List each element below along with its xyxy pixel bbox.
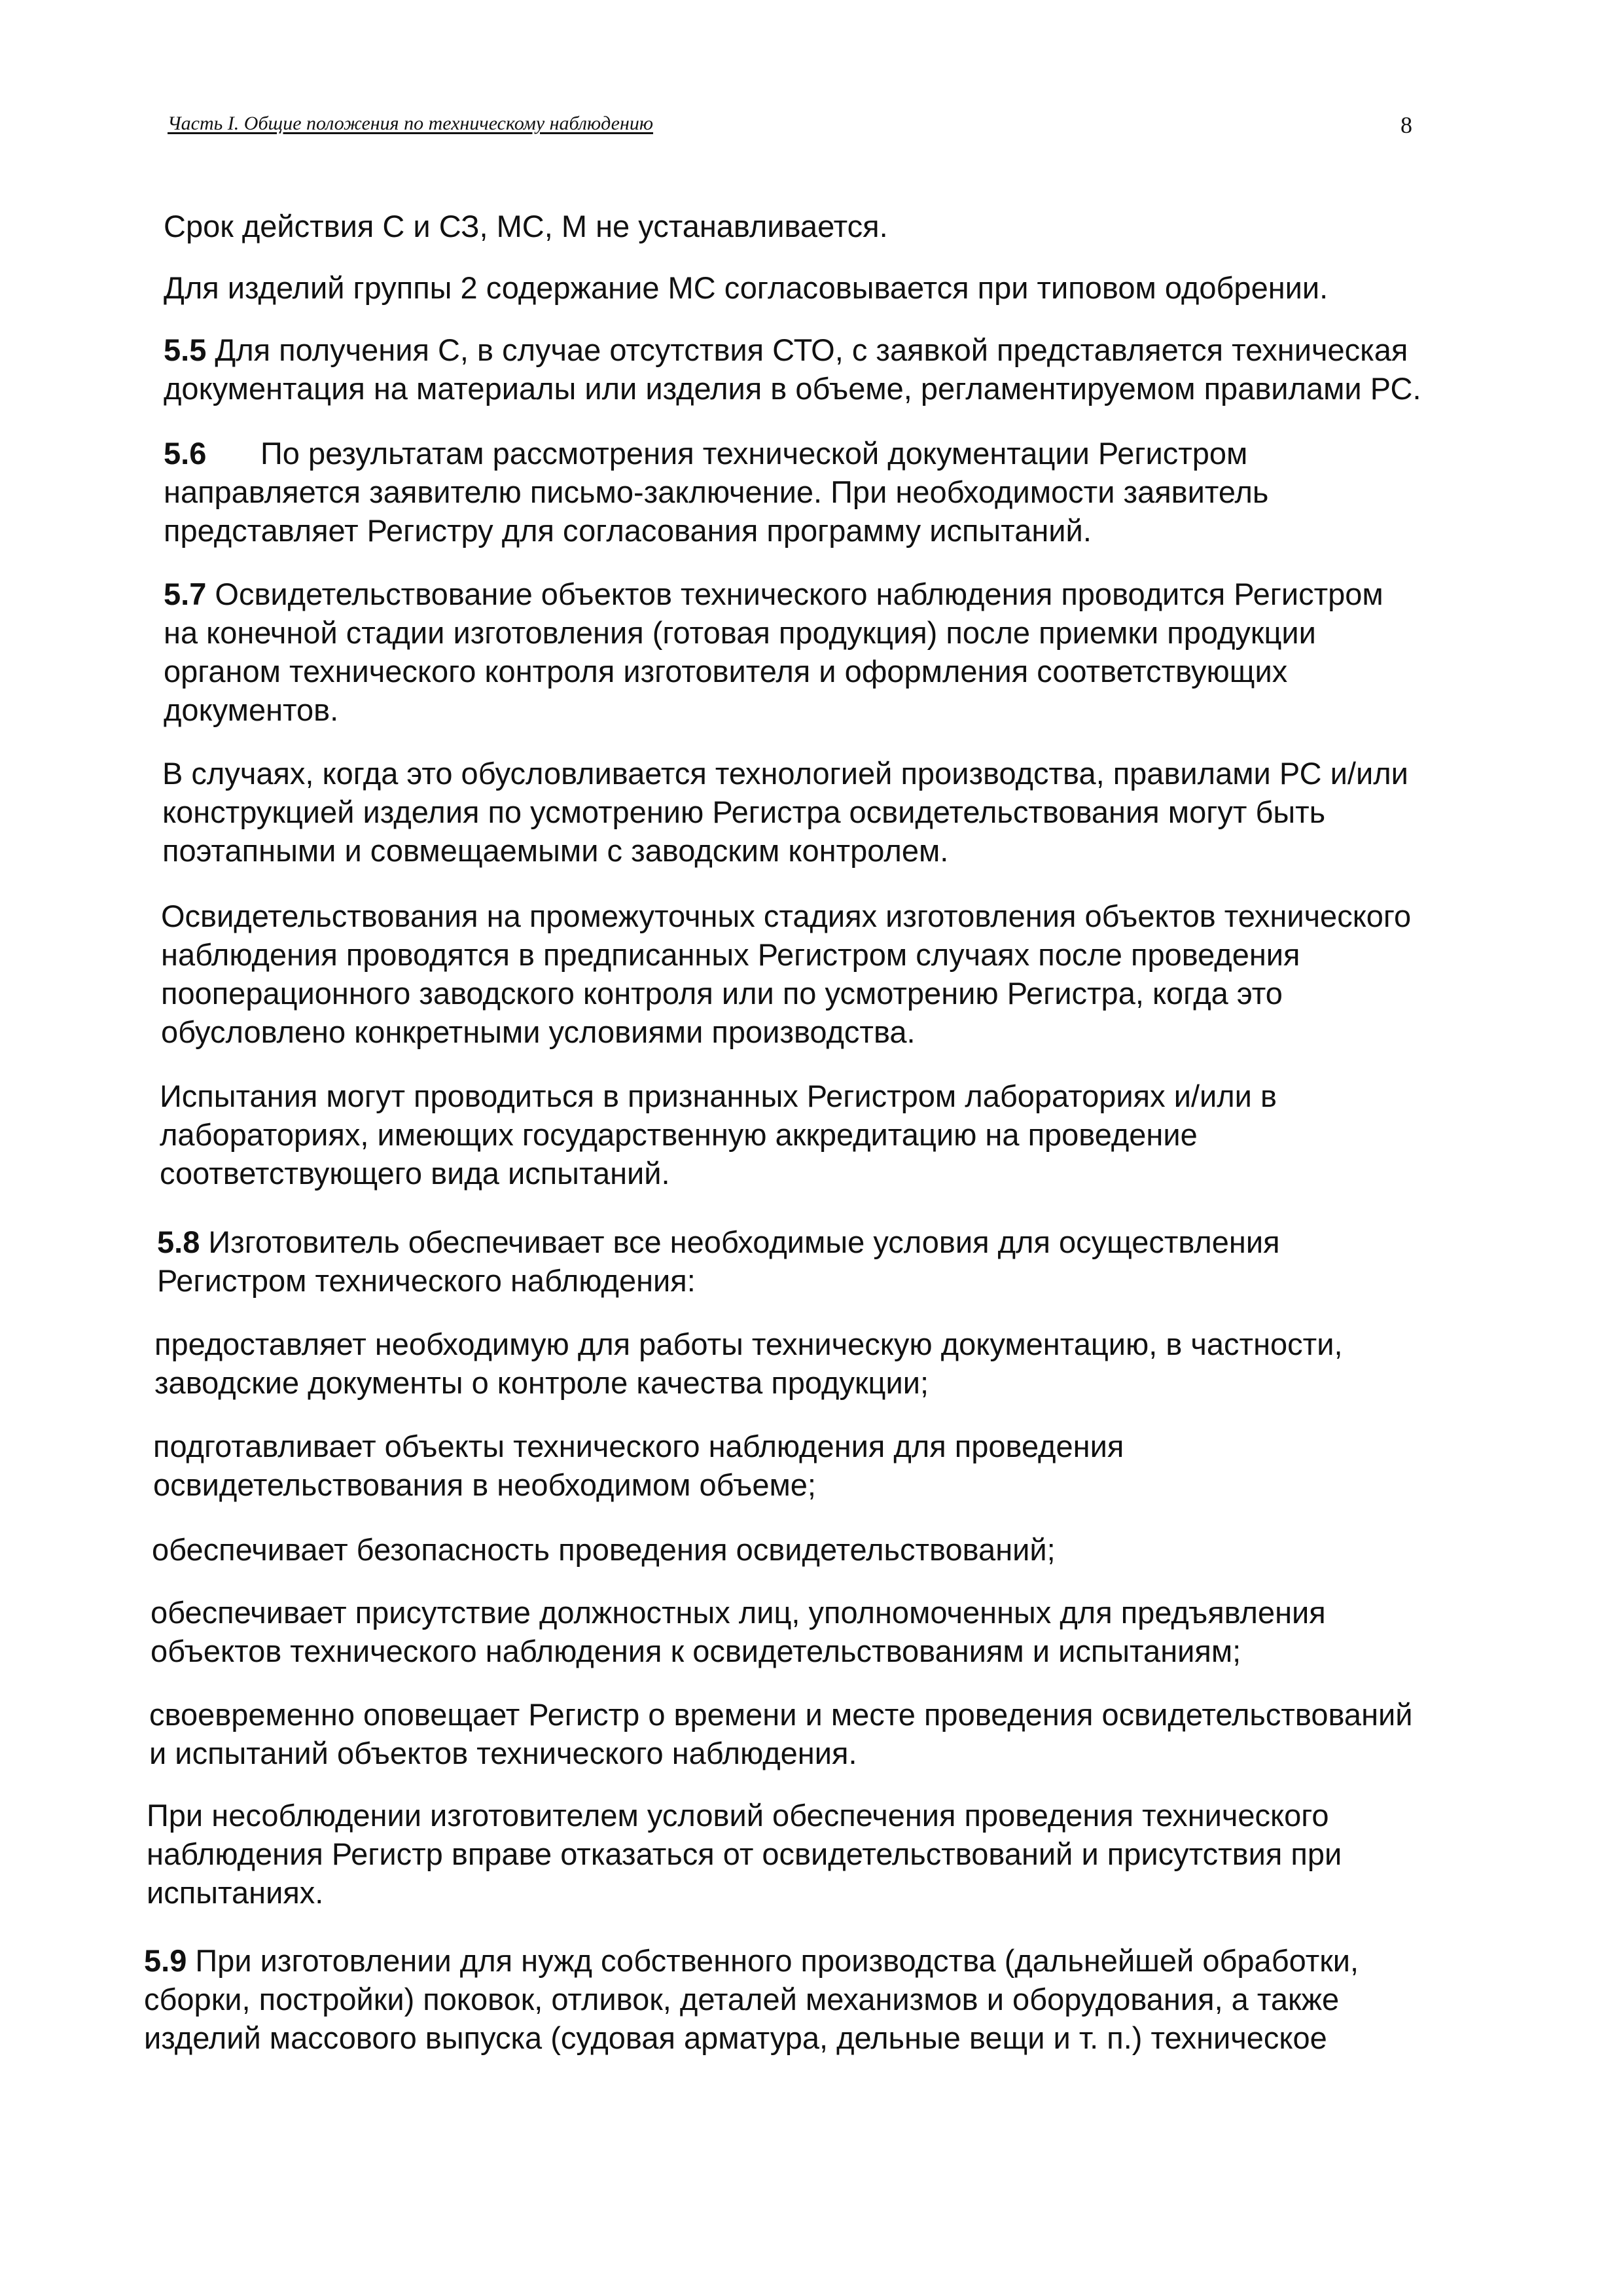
list-item-notification: своевременно оповещает Регистр о времени и месте проведения освидетельствований и испытаний объектов технического наблюдения. bbox=[149, 1697, 1413, 1770]
list-item-documentation: предоставляет необходимую для работы техническую документацию, в частности, заводские документы о контроле качества продукции; bbox=[154, 1327, 1343, 1400]
running-header: Часть I. Общие положения по техническому наблюдению bbox=[168, 113, 654, 134]
clause-text: Для получения С, в случае отсутствия СТО, с заявкой представляется техническая документация на материалы или изделия в объеме, регламентируемом правилами РС. bbox=[164, 332, 1421, 406]
paragraph-intermediate-surveys: Освидетельствования на промежуточных стадиях изготовления объектов технического наблюдения проводятся в предписанных Регистром случаях после проведения пооперационного заводского контроля или по усмотрению Регистра, когда это обусловлено конкретными условиями производства. bbox=[161, 899, 1412, 1049]
paragraph-laboratory-tests: Испытания могут проводиться в признанных Регистром лабораториях и/или в лабораториях, имеющих государственную аккредитацию на проведение соответствующего вида испытаний. bbox=[160, 1079, 1277, 1191]
clause-number: 5.5 bbox=[164, 332, 207, 367]
clause-text: Изготовитель обеспечивает все необходимые условия для осуществления Регистром технического наблюдения: bbox=[157, 1225, 1280, 1298]
clause-text: При изготовлении для нужд собственного производства (дальнейшей обработки, сборки, постройки) поковок, отливок, деталей механизмов и оборудования, а также изделий массового выпуска (судовая арматура, дельные вещи и т. п.) техническое bbox=[144, 1943, 1359, 2055]
clause-text: По результатам рассмотрения технической документации Регистром направляется заявителю письмо-заключение. При необходимости заявитель представляет Регистру для согласования программу испытаний. bbox=[164, 436, 1269, 548]
clause-5-6 bbox=[164, 434, 1538, 550]
clause-number: 5.7 bbox=[164, 577, 207, 611]
list-item-personnel: обеспечивает присутствие должностных лиц, уполномоченных для предъявления объектов технического наблюдения к освидетельствованиям и испытаниям; bbox=[151, 1595, 1326, 1668]
list-item-preparation: подготавливает объекты технического наблюдения для проведения освидетельствования в необходимом объеме; bbox=[153, 1429, 1124, 1502]
clause-number: 5.9 bbox=[144, 1943, 187, 1978]
clause-number: 5.8 bbox=[157, 1225, 200, 1259]
clause-5-7 bbox=[164, 575, 1538, 729]
paragraph-refusal: При несоблюдении изготовителем условий обеспечения проведения технического наблюдения Регистр вправе отказаться от освидетельствований и присутствия при испытаниях. bbox=[147, 1798, 1342, 1910]
clause-5-8 bbox=[157, 1223, 1531, 1300]
clause-5-9 bbox=[144, 1941, 1551, 2057]
clause-5-5 bbox=[164, 331, 1538, 408]
paragraph-group2: Для изделий группы 2 содержание МС согласовывается при типовом одобрении. bbox=[164, 270, 1329, 305]
paragraph-validity: Срок действия С и СЗ, МС, М не устанавливается. bbox=[164, 209, 888, 243]
paragraph-staged-surveys: В случаях, когда это обусловливается технологией производства, правилами РС и/или конструкцией изделия по усмотрению Регистра освидетельствования могут быть поэтапными и совмещаемыми с заводским контролем. bbox=[162, 756, 1408, 868]
page-number: 8 bbox=[1400, 112, 1412, 138]
list-item-safety: обеспечивает безопасность проведения освидетельствований; bbox=[152, 1532, 1056, 1567]
clause-number: 5.6 bbox=[164, 436, 207, 471]
clause-text: Освидетельствование объектов технического наблюдения проводится Регистром на конечной стадии изготовления (готовая продукция) после приемки продукции органом технического контроля изготовителя и оформления соответствующих документов. bbox=[164, 577, 1383, 727]
